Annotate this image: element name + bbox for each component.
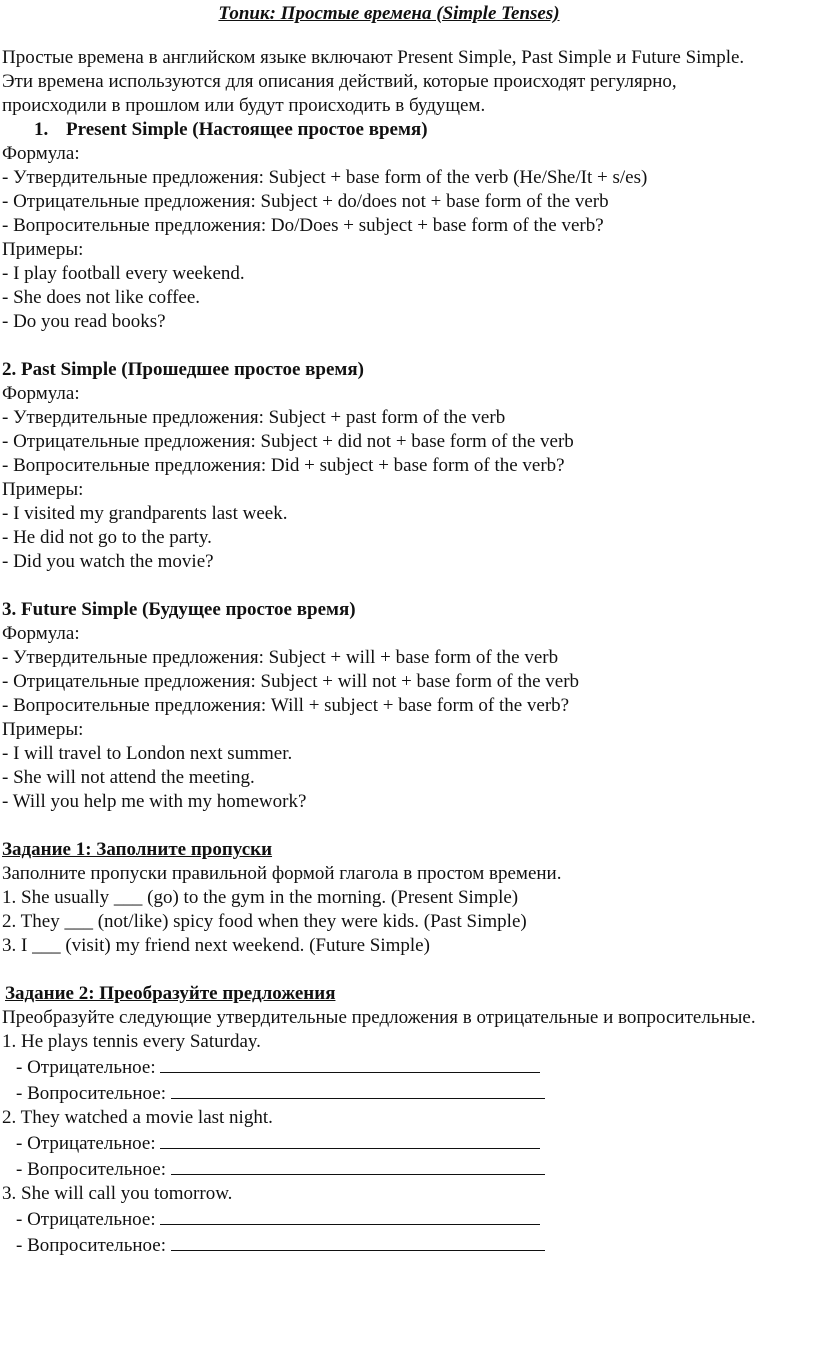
section-3-formula: - Вопросительные предложения: Will + subject + base form of the verb?	[2, 695, 570, 716]
section-2-formula: - Утвердительные предложения: Subject + past form of the verb	[2, 407, 506, 428]
negative-answer-blank[interactable]	[160, 1054, 540, 1073]
task-2-item: 3. She will call you tomorrow.	[2, 1183, 233, 1204]
task-2-item: 2. They watched a movie last night.	[2, 1107, 273, 1128]
negative-answer-blank[interactable]	[160, 1206, 540, 1225]
task-2-item: 1. He plays tennis every Saturday.	[2, 1031, 261, 1052]
negative-answer-blank[interactable]	[160, 1130, 540, 1149]
section-3-example: - She will not attend the meeting.	[2, 767, 255, 788]
section-1-number: 1.	[34, 119, 49, 140]
section-2-example: - Did you watch the movie?	[2, 551, 214, 572]
section-3-examples-label: Примеры:	[2, 719, 84, 740]
section-1-title: Present Simple (Настоящее простое время)	[66, 119, 428, 140]
task-1-item: 3. I ___ (visit) my friend next weekend. (Future Simple)	[2, 935, 430, 956]
negative-label: - Отрицательное:	[16, 1209, 156, 1230]
task-1-instruction: Заполните пропуски правильной формой глагола в простом времени.	[2, 863, 562, 884]
question-answer-line	[2, 1156, 776, 1182]
section-3-formula-label: Формула:	[2, 623, 80, 644]
section-1-formula: - Отрицательные предложения: Subject + do/does not + base form of the verb	[2, 191, 609, 212]
question-answer-blank[interactable]	[171, 1080, 545, 1099]
section-1-formula-label: Формула:	[2, 143, 80, 164]
section-2-example: - I visited my grandparents last week.	[2, 503, 288, 524]
task-1-item: 2. They ___ (not/like) spicy food when they were kids. (Past Simple)	[2, 911, 527, 932]
task-1-item: 1. She usually ___ (go) to the gym in the morning. (Present Simple)	[2, 887, 519, 908]
negative-answer-line	[2, 1130, 776, 1156]
intro-paragraph: Простые времена в английском языке включают Present Simple, Past Simple и Future Simple. Эти времена используются для описания действий, которые происходят регулярно, происходили в прошлом или будут происходить в будущем.	[2, 47, 745, 116]
task-2-instruction: Преобразуйте следующие утвердительные предложения в отрицательные и вопросительные.	[2, 1007, 756, 1028]
section-3-example: - I will travel to London next summer.	[2, 743, 293, 764]
section-2-formula: - Отрицательные предложения: Subject + did not + base form of the verb	[2, 431, 574, 452]
section-1-heading	[2, 118, 776, 142]
question-answer-line	[2, 1080, 776, 1106]
negative-answer-line	[2, 1206, 776, 1232]
question-label: - Вопросительное:	[16, 1159, 166, 1180]
negative-label: - Отрицательное:	[16, 1057, 156, 1078]
section-3-heading: 3. Future Simple (Будущее простое время)	[2, 599, 356, 620]
section-3-formula: - Отрицательные предложения: Subject + will not + base form of the verb	[2, 671, 580, 692]
section-2-formula-label: Формула:	[2, 383, 80, 404]
negative-answer-line	[2, 1054, 776, 1080]
question-label: - Вопросительное:	[16, 1235, 166, 1256]
section-3-example: - Will you help me with my homework?	[2, 791, 307, 812]
section-2-examples-label: Примеры:	[2, 479, 84, 500]
question-answer-blank[interactable]	[171, 1232, 545, 1251]
section-1-example: - She does not like coffee.	[2, 287, 201, 308]
question-answer-line	[2, 1232, 776, 1258]
task-2-heading-text: Задание 2: Преобразуйте предложения	[5, 983, 336, 1004]
section-1-examples-label: Примеры:	[2, 239, 84, 260]
section-2-formula: - Вопросительные предложения: Did + subject + base form of the verb?	[2, 455, 565, 476]
section-2-heading: 2. Past Simple (Прошедшее простое время)	[2, 359, 364, 380]
negative-label: - Отрицательное:	[16, 1133, 156, 1154]
question-answer-blank[interactable]	[171, 1156, 545, 1175]
question-label: - Вопросительное:	[16, 1083, 166, 1104]
section-1-example: - I play football every weekend.	[2, 263, 245, 284]
task-1-heading: Задание 1: Заполните пропуски	[2, 839, 273, 860]
task-2-heading	[2, 982, 776, 1006]
page-title: Топик: Простые времена (Simple Tenses)	[218, 3, 560, 24]
section-1-example: - Do you read books?	[2, 311, 166, 332]
section-3-formula: - Утвердительные предложения: Subject + will + base form of the verb	[2, 647, 559, 668]
section-1-formula: - Вопросительные предложения: Do/Does + subject + base form of the verb?	[2, 215, 604, 236]
section-2-example: - He did not go to the party.	[2, 527, 212, 548]
section-1-formula: - Утвердительные предложения: Subject + base form of the verb (He/She/It + s/es)	[2, 167, 648, 188]
